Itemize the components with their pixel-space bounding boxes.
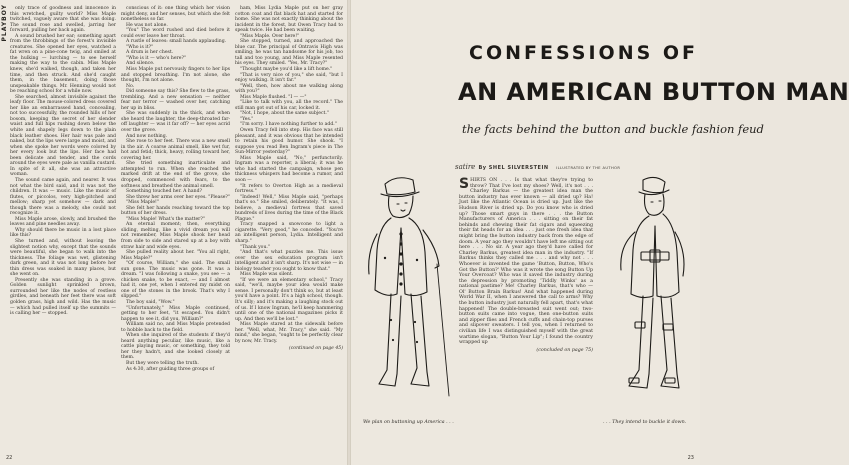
page-number-right: 23	[687, 455, 694, 461]
paragraph: "Well, then, how about me walking along with you?"	[235, 83, 343, 95]
paragraph: Tracy snapped a snowcone to light a cigarette. "Very good," he conceded. "You're an intelligent person, Lydia. Intelligent and sharp."	[235, 222, 343, 244]
paragraph: "And that's what puzzles me. This issue over the sex education program isn't intelligent and it isn't sharp. It's not wise — in biology teacher you ought to know that."	[235, 250, 343, 272]
paragraph: Did someone say this? She flew to the grass, trembling. And a new sensation — neither fear nor terror — washed over her, catching her up in bliss.	[121, 89, 230, 111]
paragraph: Owen Tracy fell into step. His face was still pleasant, and it was obvious that he intended to retain his good humor. She shook. "I suppose you read Ben Ingram's piece in The Sun-Mirror yesterday?"	[235, 128, 343, 156]
caption-right-illustration: . . . They intend to buckle it down.	[603, 420, 687, 425]
paragraph: She tried something inarticulate and attempted to run. When she reached the marked drift at the end of the grove, she dropped, commenced with fears, to the softness and breathed the animal smell.	[121, 161, 230, 189]
paragraph: "You" The word rushed and died before it could ever leave her throat.	[121, 28, 230, 39]
page-number-left: 22	[6, 455, 13, 461]
right-page	[351, 0, 849, 465]
paragraph: "It refers to Overton High as a medieval fortress."	[235, 183, 343, 195]
left-page	[0, 0, 347, 465]
paragraph: She rose to her feet. There was a new smell in the air. A coarse animal smell, like wet fur, hot and fetid; thick, heavy, rolling toward her, covering her.	[121, 139, 230, 161]
paragraph: "Thank you."	[240, 244, 270, 250]
paragraph: She stopped, turned, and approached the blue car. The principal of Ontravis High was smiling; he was tan handsome for his job, too tall and too young, and Miss Maple resented his eyes. They smiled. "Yes, Mr. Tracy?"	[235, 39, 343, 67]
paragraph: Why should there be music in a lost place like this?	[10, 227, 116, 239]
paragraph: No.	[126, 83, 135, 89]
paragraph: A rustle of leaves: small hands applauding.	[126, 39, 227, 45]
paragraph: He was not alone.	[126, 22, 168, 28]
paragraph: "Miss Maple. Over here!"	[240, 33, 300, 39]
paragraph: "Who is it?"	[126, 44, 154, 50]
left-page-column-1	[10, 6, 116, 456]
paragraph: And silence.	[126, 61, 155, 67]
paragraph: only trace of goodness and innocence in this wretched, guilty world? Miss Maple twitched, vaguely aware that she was doing. The sound rose and swelled, jarring her forward, pulling her back again.	[10, 6, 116, 34]
paragraph: Miss Maple was silent.	[240, 272, 294, 278]
paragraph: Miss Maple said, "No," perfunctorily. Ingram was a reporter, a liberal; it was he who had started the campaign, whose pen thickness whispers had become a rumor, and soon —	[235, 155, 343, 183]
paragraph: Miss Maple put nervously fingers to her lips and stopped breathing. I'm not alone, she thought, I'm not alone.	[121, 67, 230, 84]
byline	[455, 163, 665, 171]
paragraph: A drum is her chest.	[126, 50, 174, 56]
paragraph: She threw her arms over her eyes. "Please?"	[126, 194, 230, 200]
left-page-column-3	[235, 6, 343, 456]
article-subtitle: the facts behind the button and buckle fashion feud	[462, 122, 764, 136]
paragraph: "I'm sorry. I have nothing further to add."	[240, 122, 337, 128]
paragraph: "Who is it — who's here?"	[126, 55, 187, 61]
paragraph: She felt her hands reaching toward the top button of her dress.	[121, 205, 230, 217]
illustration-credit: ILLUSTRATED BY THE AUTHOR	[556, 166, 621, 170]
continued-on-page: (continued on page 45)	[288, 346, 343, 352]
paragraph: Miss Maple flushed. "I — —"	[240, 94, 307, 100]
paragraph: Presently she was standing in a grove. Golden sunlight sprinkled brown, surrounded her like the nodes of restless girdles, and beneath her feet there was soft golden grass, high and wild. Has the music — which had pulled itself up the summits — is calling her — stopped.	[10, 277, 116, 317]
article-title-line-1: CONFESSIONS OF	[469, 42, 699, 64]
paragraph: When she inquired of the students if they'd heard anything peculiar, like music, like a cattle playing music, or something, they told her they hadn't, and she looked closely at them.	[121, 333, 230, 361]
article-title-line-2: AN AMERICAN BUTTON MAN	[458, 78, 849, 106]
paragraph: A sound brushed her ear; something apart from the throbbings of the forest's invisible creatures. She opened her eyes, watched a fat wren on a pine-cone twig, and smiled at the hulking — lurching — to see herself making the way to the cabin. Miss Maple knew, she'd walked, though, and taken her time, and then struck. And she'd caught them, in the basement, doing those unspeakable things. Mr. Henning would not be reaching school for a while now.	[10, 33, 116, 95]
left-page-column-2	[121, 6, 230, 456]
paragraph: "Like to talk with you, all the record." The still man got out of his car, locked it.	[235, 100, 343, 111]
paragraph: The boy said, "Wow."	[126, 299, 175, 305]
paragraph: She turned and, without leaving the slightest notion why, except that the sounds were beautiful, she began to walk into the thickness. The foliage was wet, glistening dark green, and it was not long before her thin dress was soaked in many places, but she went on.	[10, 238, 116, 278]
paragraph: Miss Maple arose, slowly, and brushed the leaves and pine needles away.	[10, 216, 116, 228]
paragraph: She pulled reality about her. "You all right, Miss Maple?"	[121, 250, 230, 261]
paragraph: "If we were an elementary school," Tracy said, "we'll, maybe your idea would make sense. I personally don't think so, but at least you'd have a point. It's a high school, though. It's silly; and it's making a laughing stock out of us. If I know Ingram, he'll keep hammering until one of the national magazines picks it up. And then we'll be lost."	[235, 277, 343, 322]
byline-author: By SHEL SILVERSTEIN	[478, 165, 549, 171]
paragraph: She searched, almost invisible against the leafy floor. The mouse-colored dress covered her like an embarrassed hand, concealing, not too successfully, the rounded hills of her bosom, keeping the secret of her slender waist and full hips rushing down below the white and shapely legs down to the plain black leather shoes. Her hair was pale and naked, but the lips were large and moist, and when she spoke her words were colored by her every look but the lips. Her face had been delicate and tender, and the cords around the eyes were pale as vanilla custard. In spite of it all, she was an attractive woman.	[10, 94, 116, 178]
paragraph: Miss Maple stared at the sidewalk before her. "Well, what, Mr. Tracy," she said. "My mind," she began, "ought to be perfectly clear by now, Mr. Tracy.	[235, 322, 343, 344]
paragraph: "Indeed! Well," Miss Maple said, "perhaps that's so." She smiled, deliberately. "It was, I believe, a medieval fortress that saved hundreds of lives during the time of the Black Plague."	[235, 194, 343, 222]
article-intro-text: HIRTS ON . . . Is that what they're trying to throw? That I've lost my shoes? Well, it's not . . . Charley Barkus — the greatest idea man the button industry has ever known — all dried up? Ha! Just like the Atlantic Ocean is dried up. Just like the Hudson River is dried up. Do you know who is dried up? Those smart guys in there . . . the Button Manufacturers of America . . . sitting on their fat behinds and chewing their fat cigars and squeezing their fat heads for an idea . . . just one fresh idea that might bring the button industry back from the edge of doom. A year ago they wouldn't have left me sitting out here . . . No sir. A year ago they'd have called for Charley Barkus, greatest idea man in the industry. "If Barkus thinks they called me . . . and why not . . . Whoever is invented the game 'Button, Button, Who's Got the Button?' Who was it wrote the song Button Up Your Overcoat? Who was it saved the industry during the depression by promoting 'Tiddly Winks' as a national pastime? Me! Charley Barkus, that's who — Ol' Button Brain Barkus! And what happened during World War II, when I answered the call to arms? Why the button industry just naturally fell apart, that's what happened! The double-breasted suit went out; two-button suits came into vogue, then one-button suits and zipper flies and French cuffs and chain-top purses and slipover sweaters. I tell you, when I returned to civilian life I was distinguished myself with the great wartime slogan, "Button Your Lip"; I found the country wrapped up	[459, 178, 593, 346]
article-intro-column	[459, 178, 593, 446]
paragraph: "Not, I hope, about the same subject."	[240, 111, 329, 117]
paragraph: "Unfortunately," Miss Maple continued, getting to her feet, "it escaped. You didn't happen to see it, did you, William?"	[121, 305, 230, 322]
paragraph: Something touched her. A hand?	[126, 189, 202, 195]
byline-satire: satire	[455, 163, 476, 171]
paragraph: As 4:30, after guiding three groups of	[126, 366, 215, 372]
paragraph: "Miss Maple! What's the matter?"	[126, 216, 205, 222]
paragraph: But they were telling the truth.	[126, 361, 199, 366]
paragraph: "Miss Maple!"	[126, 200, 159, 206]
paragraph: "Yes."	[240, 116, 254, 122]
paragraph: The sound came again, and nearer. It was not what the bird said, and it was not the children. It was — music. Like the music of flutes, or piccolos, very high-pitched and mellow; sharp yet somehow — dark and though there was a melody, she could not recognize it.	[10, 177, 116, 217]
paragraph: William said no, and Miss Maple pretended to hobble back to the field.	[121, 322, 230, 333]
paragraph: "Of course, William," she said. The small sun gone. The music was gone. It was a dream. "I was following a snake, you see — a chicken snake, to be exact, — and I almost had it, one yet, when I entered my midst on one of the stones in the brook. That's why I slipped."	[121, 261, 230, 300]
section-label: PLAYBOY	[1, 4, 8, 42]
buckle-man-illustration	[599, 172, 695, 412]
concluded-on-page: (concluded on page 75)	[536, 347, 593, 353]
paragraph: "Thought maybe you'd like a lift home."	[240, 67, 333, 73]
paragraph: "That is very nice of you," she said, "but I enjoy walking. It isn't far."	[235, 72, 343, 84]
paragraph: ham, Miss Lydia Maple put on her gray cotton coat and flat black hat and started for home. She was not exactly thinking about the incident in the forest, but Owen Tracy had to speak twice. He had been waiting.	[235, 6, 343, 34]
paragraph: She was suddenly in the thick, and when she heard the laughter, the deep-throated far-off laughter — was it far off? — her eyes acrid over the grove.	[121, 111, 230, 134]
paragraph: conscious of it: one thing which her vision might deny, and her senses, but which she felt nonetheless so far.	[121, 6, 230, 23]
button-man-illustration	[357, 170, 455, 410]
caption-left-illustration: We plan on buttoning up America . . .	[363, 420, 454, 425]
paragraph: And now nothing.	[126, 133, 168, 139]
paragraph: An eternal moment; then, everything sliding, melting, like a vivid dream you will not remember, Miss Maple shook her head from side to side and stared up at a boy with straw hair and wide eyes.	[121, 222, 230, 250]
drop-cap: S	[459, 176, 470, 192]
